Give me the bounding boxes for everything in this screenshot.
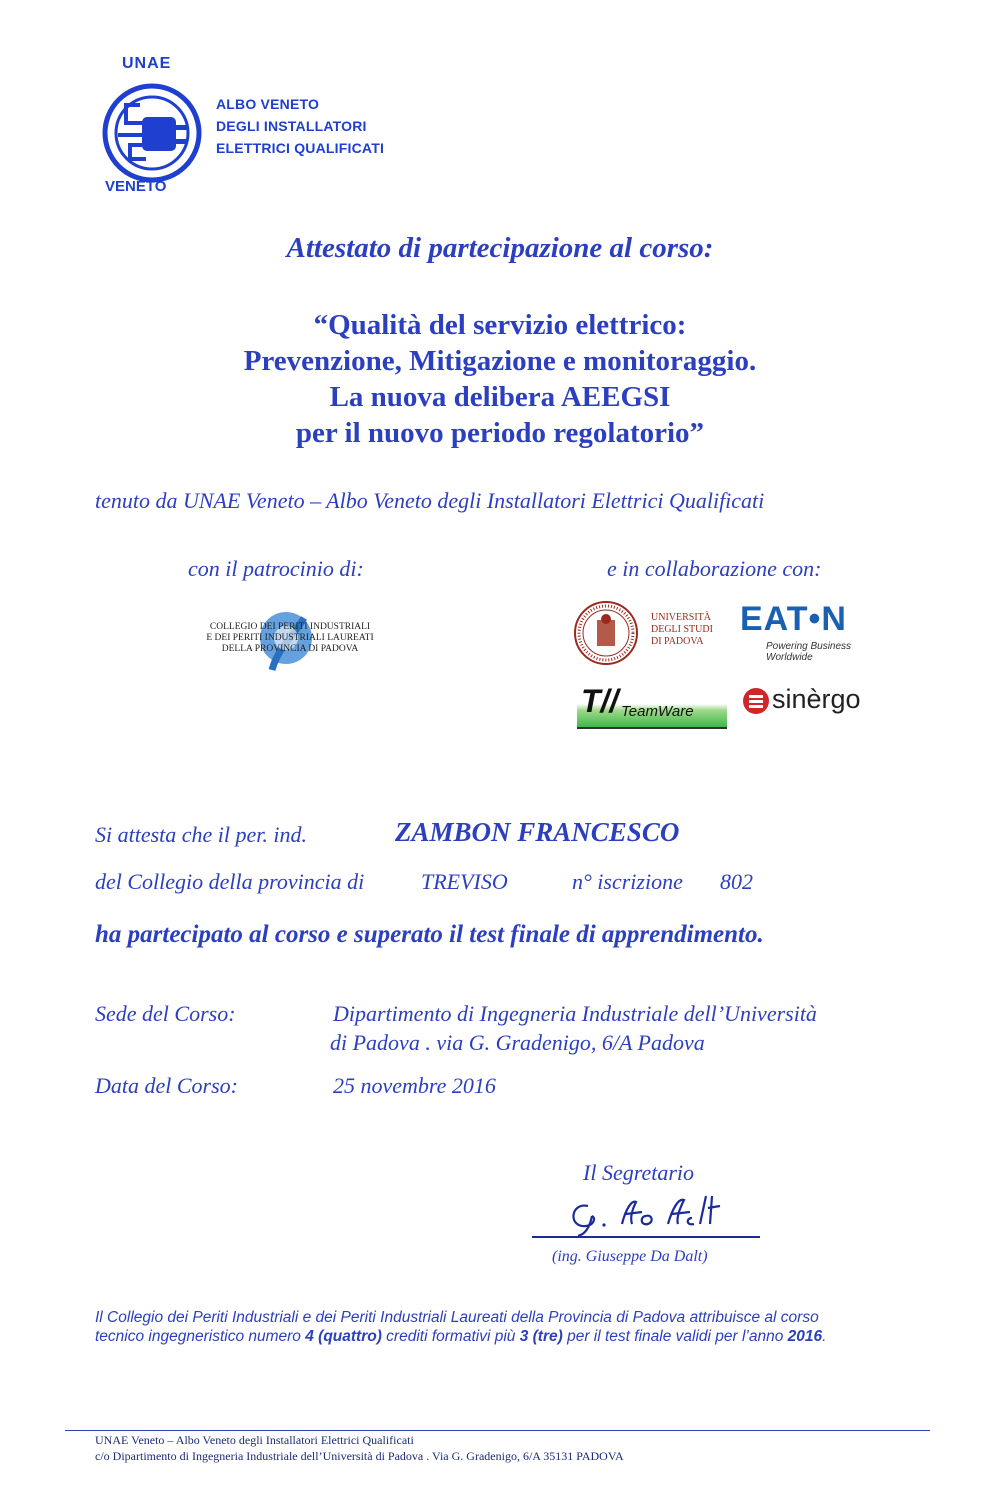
credits-line-2 <box>95 1328 826 1346</box>
org-line-3: ELETTRICI QUALIFICATI <box>216 140 385 156</box>
logo-bottom-text: VENETO <box>105 178 167 195</box>
sinergo-circle-icon <box>742 687 770 715</box>
collegio-line-3: DELLA PROVINCIA DI PADOVA <box>221 644 359 654</box>
patronage-label: con il patrocinio di: <box>188 556 364 581</box>
logo-top-text: UNAE <box>122 55 172 72</box>
venue-line-2: di Padova . via G. Gradenigo, 6/A Padova <box>330 1030 705 1055</box>
certificate-heading: Attestato di partecipazione al corso: <box>286 232 714 264</box>
course-title <box>0 307 1000 451</box>
venue-line-1: Dipartimento di Ingegneria Industriale dell’Università <box>333 1001 817 1026</box>
credits-line-1: Il Collegio dei Periti Industriali e dei Periti Industriali Laureati della Provincia di Padova attribuisce al corso <box>95 1309 819 1326</box>
handwritten-signature <box>560 1188 750 1238</box>
unipd-seal-icon <box>573 600 639 666</box>
registration-label: n° iscrizione <box>572 869 683 894</box>
unipd-line-3: DI PADOVA <box>651 636 704 647</box>
collegio-label: del Collegio della provincia di <box>95 869 365 894</box>
eaton-wordmark: EAT•N <box>740 600 847 638</box>
collegio-logo <box>190 608 390 674</box>
footer-divider <box>65 1430 930 1431</box>
credits-number-courses: 4 (quattro) <box>305 1328 382 1345</box>
collegio-text <box>190 622 390 655</box>
date-value: 25 novembre 2016 <box>333 1073 496 1098</box>
province-value: TREVISO <box>421 869 508 894</box>
unipd-line-2: DEGLI STUDI <box>651 624 713 635</box>
credits-text-g: . <box>822 1328 827 1345</box>
sinergo-wordmark: sinèrgo <box>772 684 861 714</box>
org-line-1: ALBO VENETO <box>216 96 320 112</box>
eaton-tagline: Powering Business Worldwide <box>766 641 852 663</box>
footer-line-2: c/o Dipartimento di Ingegneria Industriale dell’Università di Padova . Via G. Gradenigo, 6/A 35131 PADOVA <box>95 1449 624 1463</box>
course-title-line-2: Prevenzione, Mitigazione e monitoraggio. <box>243 345 757 377</box>
unae-logo <box>100 55 205 200</box>
course-title-line-4: per il nuovo periodo regolatorio” <box>295 417 705 449</box>
collegio-line-1: COLLEGIO DEI PERITI INDUSTRIALI <box>209 622 371 632</box>
credits-text-e: per il test finale validi per l’anno <box>562 1328 788 1345</box>
collaboration-label: e in collaborazione con: <box>607 556 822 581</box>
signatory-name: (ing. Giuseppe Da Dalt) <box>552 1248 708 1265</box>
footer-line-1: UNAE Veneto – Albo Veneto degli Installatori Elettrici Qualificati <box>95 1433 414 1447</box>
attestation-intro: Si attesta che il per. ind. <box>95 822 308 847</box>
teamware-logo <box>577 685 727 729</box>
credits-text-a: tecnico ingegneristico numero <box>95 1328 306 1345</box>
signature-line <box>532 1236 760 1238</box>
unipd-text <box>651 612 713 648</box>
teamware-name: TeamWare <box>621 703 694 720</box>
unipd-logo <box>573 600 723 664</box>
credits-year: 2016 <box>787 1328 823 1345</box>
participant-name: ZAMBON FRANCESCO <box>395 817 680 847</box>
collegio-line-2: E DEI PERITI INDUSTRIALI LAUREATI <box>206 633 374 643</box>
venue-label: Sede del Corso: <box>95 1001 236 1026</box>
result-statement: ha partecipato al corso e superato il test finale di apprendimento. <box>95 921 764 948</box>
course-title-line-3: La nuova delibera AEEGSI <box>329 381 671 413</box>
date-label: Data del Corso: <box>95 1073 238 1098</box>
held-by: tenuto da UNAE Veneto – Albo Veneto degli Installatori Elettrici Qualificati <box>95 488 765 513</box>
eaton-logo <box>740 600 900 663</box>
teamware-mark: T// <box>581 683 619 719</box>
credits-text-c: crediti formativi più <box>381 1328 520 1345</box>
unipd-line-1: UNIVERSITÀ <box>651 612 711 623</box>
course-title-line-1: “Qualità del servizio elettrico: <box>313 309 687 341</box>
org-line-2: DEGLI INSTALLATORI <box>216 118 367 134</box>
sinergo-logo <box>742 684 892 720</box>
registration-number: 802 <box>720 869 753 894</box>
signature-role: Il Segretario <box>583 1160 694 1185</box>
credits-number-test: 3 (tre) <box>519 1328 563 1345</box>
